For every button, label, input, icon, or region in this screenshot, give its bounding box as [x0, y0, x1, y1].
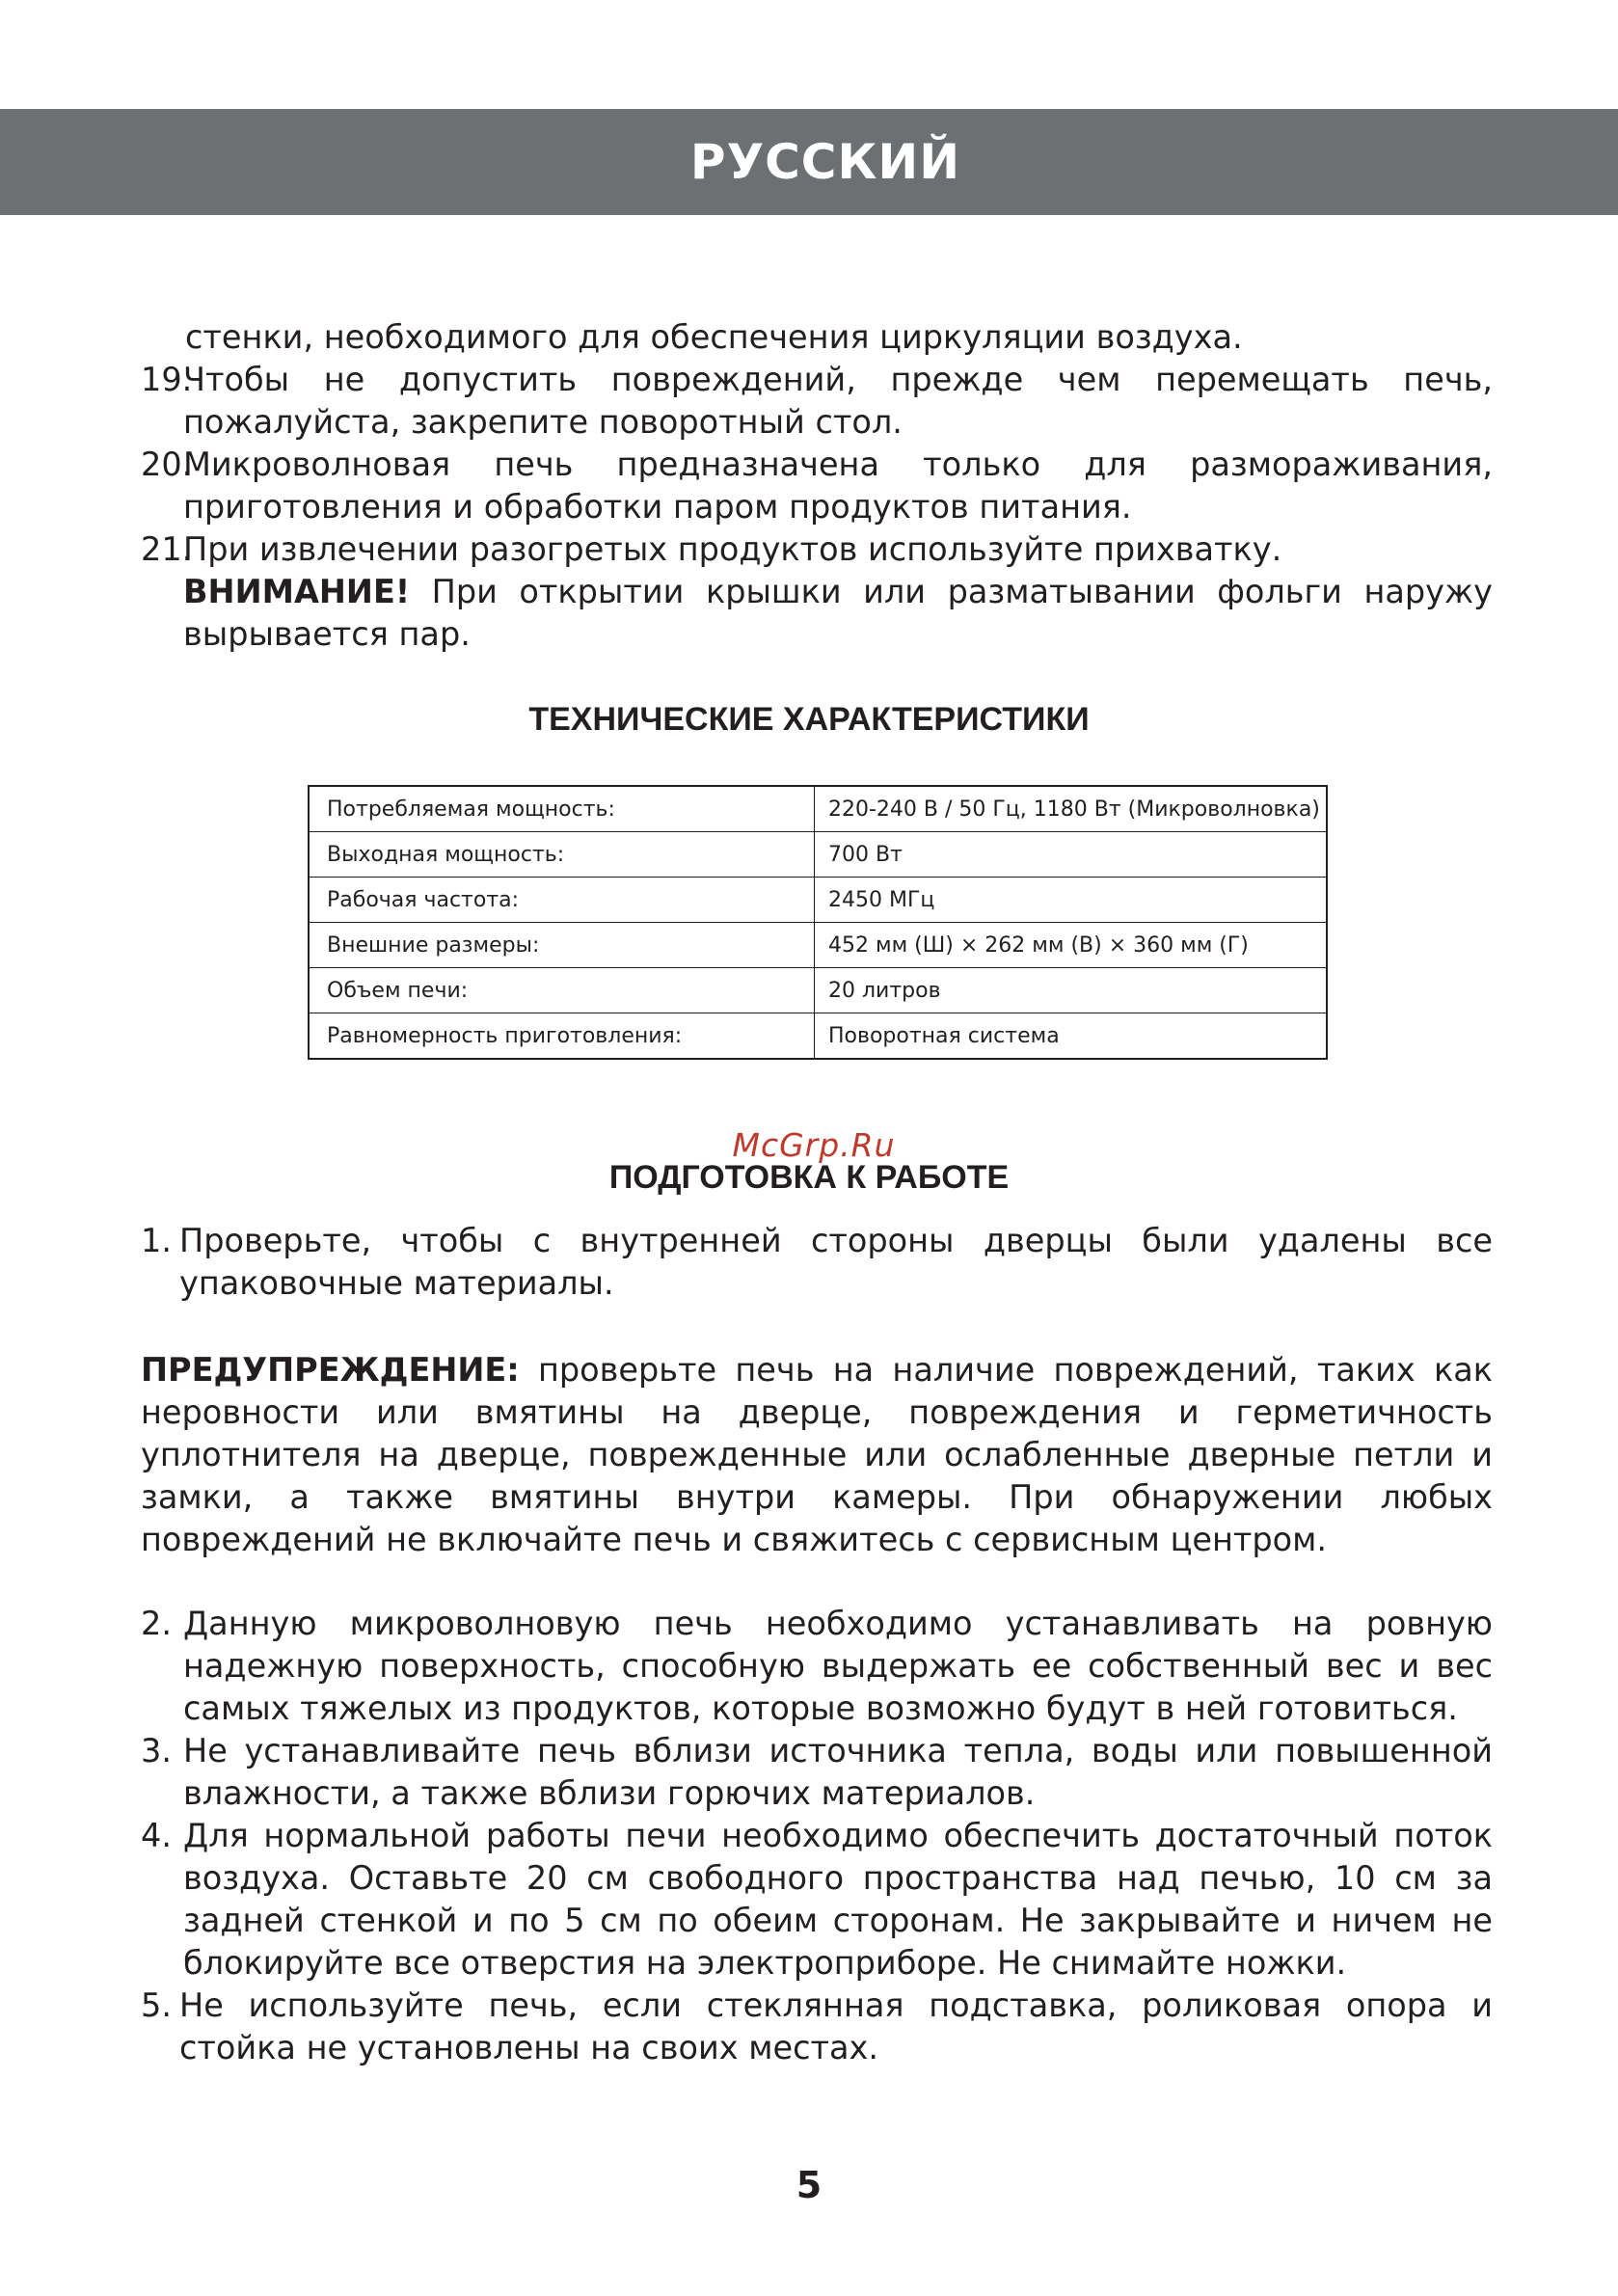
spec-value: 20 литров: [815, 968, 1328, 1013]
list-item-21: [141, 528, 1493, 571]
spec-label: Равномерность приготовления:: [309, 1013, 815, 1060]
list-text: Данную микроволновую печь необходимо устанавливать на ровную надежную поверхность, способную выдержать ее собственный вес и вес самых тяжелых из продуктов, которые возможно будут в ней готовиться.: [183, 1605, 1493, 1727]
list-text: Микроволновая печь предназначена только для размораживания, приготовления и обработки паром продуктов питания.: [183, 446, 1493, 526]
list-item-20: [141, 444, 1493, 528]
list-text: Не устанавливайте печь вблизи источника тепла, воды или повышенной влажности, а также вблизи горючих материалов.: [183, 1732, 1493, 1812]
list-number: 20.: [141, 446, 193, 483]
spec-label: Объем печи:: [309, 968, 815, 1013]
spec-label: Выходная мощность:: [309, 832, 815, 878]
list-number: 2.: [141, 1605, 172, 1642]
list-number: 3.: [141, 1732, 172, 1769]
specs-heading: ТЕХНИЧЕСКИЕ ХАРАКТЕРИСТИКИ: [528, 701, 1090, 738]
list-item-2: [141, 1603, 1493, 1730]
list-text: Не используйте печь, если стеклянная подставка, роликовая опора и стойка не установлены на своих местах.: [179, 1986, 1493, 2066]
warning-paragraph: [141, 1349, 1493, 1561]
spec-value: 2450 МГц: [815, 878, 1328, 923]
spec-value: 700 Вт: [815, 832, 1328, 878]
preparation-list: [141, 1603, 1493, 2069]
specs-table: [308, 785, 1328, 1060]
list-number: 21.: [141, 530, 193, 568]
table-row: [309, 968, 1327, 1013]
preparation-heading: ПОДГОТОВКА К РАБОТЕ: [608, 1159, 1010, 1196]
list-text: Для нормальной работы печи необходимо обеспечить достаточный поток воздуха. Оставьте 20 см свободного пространства над печью, 10 см за задней стенкой и по 5 см по обеим сторонам. Не закрывайте и ничем не блокируйте все отверстия на электроприборе. Не снимайте ножки.: [183, 1817, 1493, 1982]
list-number: 4.: [141, 1817, 172, 1854]
spec-label: Рабочая частота:: [309, 878, 815, 923]
list-text: Чтобы не допустить повреждений, прежде чем перемещать печь, пожалуйста, закрепите поворотный стол.: [183, 361, 1493, 441]
list-item-5: [141, 1985, 1493, 2069]
language-header-band: [0, 109, 1618, 215]
list-text: При извлечении разогретых продуктов используйте прихватку.: [183, 530, 1282, 568]
table-row: [309, 832, 1327, 878]
list-item-18-continuation: стенки, необходимого для обеспечения циркуляции воздуха.: [185, 318, 1243, 356]
table-row: [309, 923, 1327, 968]
site-watermark: McGrp.Ru: [732, 1126, 896, 1164]
language-title: РУССКИЙ: [689, 134, 961, 190]
attention-note: [141, 571, 1493, 656]
table-row: [309, 1013, 1327, 1060]
attention-text: При открытии крышки или разматывании фольги наружу вырывается пар.: [183, 573, 1493, 653]
warning-label: ПРЕДУПРЕЖДЕНИЕ:: [141, 1351, 520, 1389]
list-number: 19.: [141, 361, 193, 398]
spec-label: Потребляемая мощность:: [309, 786, 815, 832]
list-number: 1.: [141, 1222, 172, 1259]
list-item-4: [141, 1815, 1493, 1985]
spec-value: 220-240 В / 50 Гц, 1180 Вт (Микроволновка): [815, 786, 1328, 832]
spec-value: 452 мм (Ш) × 262 мм (В) × 360 мм (Г): [815, 923, 1328, 968]
list-number: 5.: [141, 1986, 172, 2024]
list-item-19: [141, 359, 1493, 444]
table-row: [309, 786, 1327, 832]
warning-text: проверьте печь на наличие повреждений, таких как неровности или вмятины на дверце, повреждения и герметичность уплотнителя на дверце, поврежденные или ослабленные дверные петли и замки, а также вмятины внутри камеры. При обнаружении любых повреждений не включайте печь и свяжитесь с сервисным центром.: [141, 1351, 1493, 1558]
page-number: 5: [796, 2164, 822, 2206]
spec-value: Поворотная система: [815, 1013, 1328, 1060]
preparation-item-1-block: [141, 1220, 1493, 1305]
list-item-3: [141, 1730, 1493, 1815]
list-item-1: [141, 1220, 1493, 1305]
table-row: [309, 878, 1327, 923]
attention-label: ВНИМАНИЕ!: [183, 573, 411, 610]
list-text: Проверьте, чтобы с внутренней стороны дверцы были удалены все упаковочные материалы.: [179, 1222, 1493, 1302]
warning-block: [141, 1349, 1493, 1561]
spec-label: Внешние размеры:: [309, 923, 815, 968]
safety-list-continuation: [141, 316, 1493, 656]
